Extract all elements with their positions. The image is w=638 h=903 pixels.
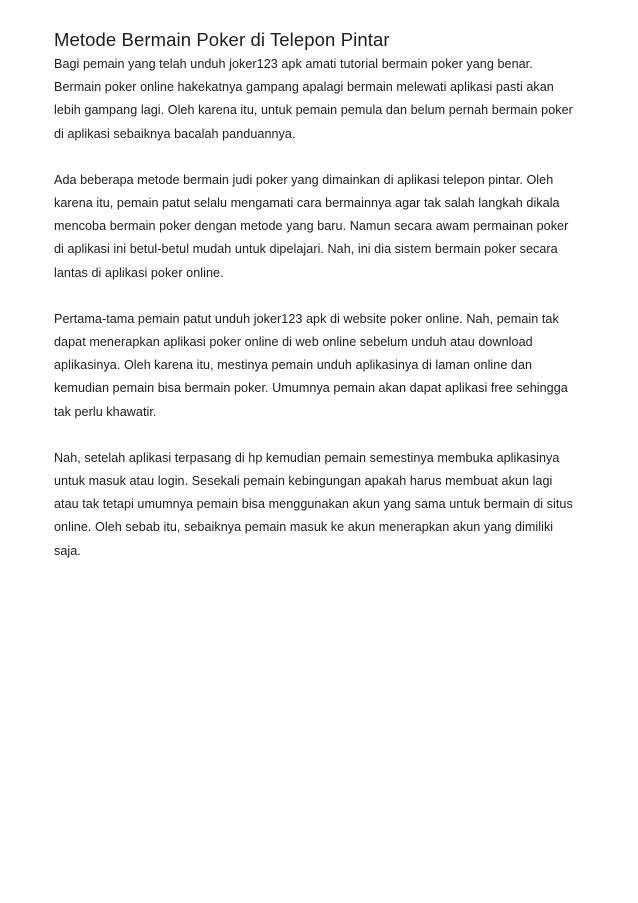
paragraph-line: di aplikasi ini betul-betul mudah untuk dipelajari. Nah, ini dia sistem bermain poker secara	[54, 242, 558, 257]
paragraph-line: Nah, setelah aplikasi terpasang di hp kemudian pemain semestinya membuka aplikasinya	[54, 450, 560, 465]
paragraph-line: Bermain poker online hakekatnya gampang apalagi bermain melewati aplikasi pasti akan	[54, 80, 554, 95]
paragraph-line: lantas di aplikasi poker online.	[54, 265, 224, 280]
paragraph-3	[54, 308, 594, 424]
paragraph-line: Pertama-tama pemain patut unduh joker123 apk di website poker online. Nah, pemain tak	[54, 311, 559, 326]
paragraph-line: tak perlu khawatir.	[54, 404, 157, 419]
paragraph-line: aplikasinya. Oleh karena itu, mestinya pemain unduh aplikasinya di laman online dan	[54, 358, 533, 373]
paragraph-2	[54, 169, 594, 285]
document-page	[54, 27, 594, 586]
paragraph-line: atau tak tetapi umumnya pemain bisa menggunakan akun yang sama untuk bermain di situs	[54, 497, 573, 512]
paragraph-line: kemudian pemain bisa bermain poker. Umumnya pemain akan dapat aplikasi free sehingga	[54, 381, 568, 396]
paragraph-line: mencoba bermain poker dengan metode yang baru. Namun secara awam permainan poker	[54, 219, 569, 234]
paragraph-1	[54, 53, 594, 146]
paragraph-line: di aplikasi sebaiknya bacalah panduannya.	[54, 126, 296, 141]
paragraph-line: Bagi pemain yang telah unduh joker123 apk amati tutorial bermain poker yang benar.	[54, 57, 533, 71]
paragraph-line: untuk masuk atau login. Sesekali pemain kebingungan apakah harus membuat akun lagi	[54, 474, 553, 489]
paragraph-line: Ada beberapa metode bermain judi poker yang dimainkan di aplikasi telepon pintar. Oleh	[54, 172, 554, 187]
paragraph-line: online. Oleh sebab itu, sebaiknya pemain masuk ke akun menerapkan akun yang dimiliki	[54, 520, 554, 535]
paragraph-line: dapat menerapkan aplikasi poker online di web online sebelum unduh atau download	[54, 335, 533, 350]
paragraph-line: karena itu, pemain patut selalu mengamati cara bermainnya agar tak salah langkah dikala	[54, 196, 560, 211]
paragraph-line: saja.	[54, 543, 81, 558]
document-title: Metode Bermain Poker di Telepon Pintar	[54, 29, 390, 50]
paragraph-4	[54, 447, 594, 563]
paragraph-line: lebih gampang lagi. Oleh karena itu, untuk pemain pemula dan belum pernah bermain poker	[54, 103, 573, 118]
